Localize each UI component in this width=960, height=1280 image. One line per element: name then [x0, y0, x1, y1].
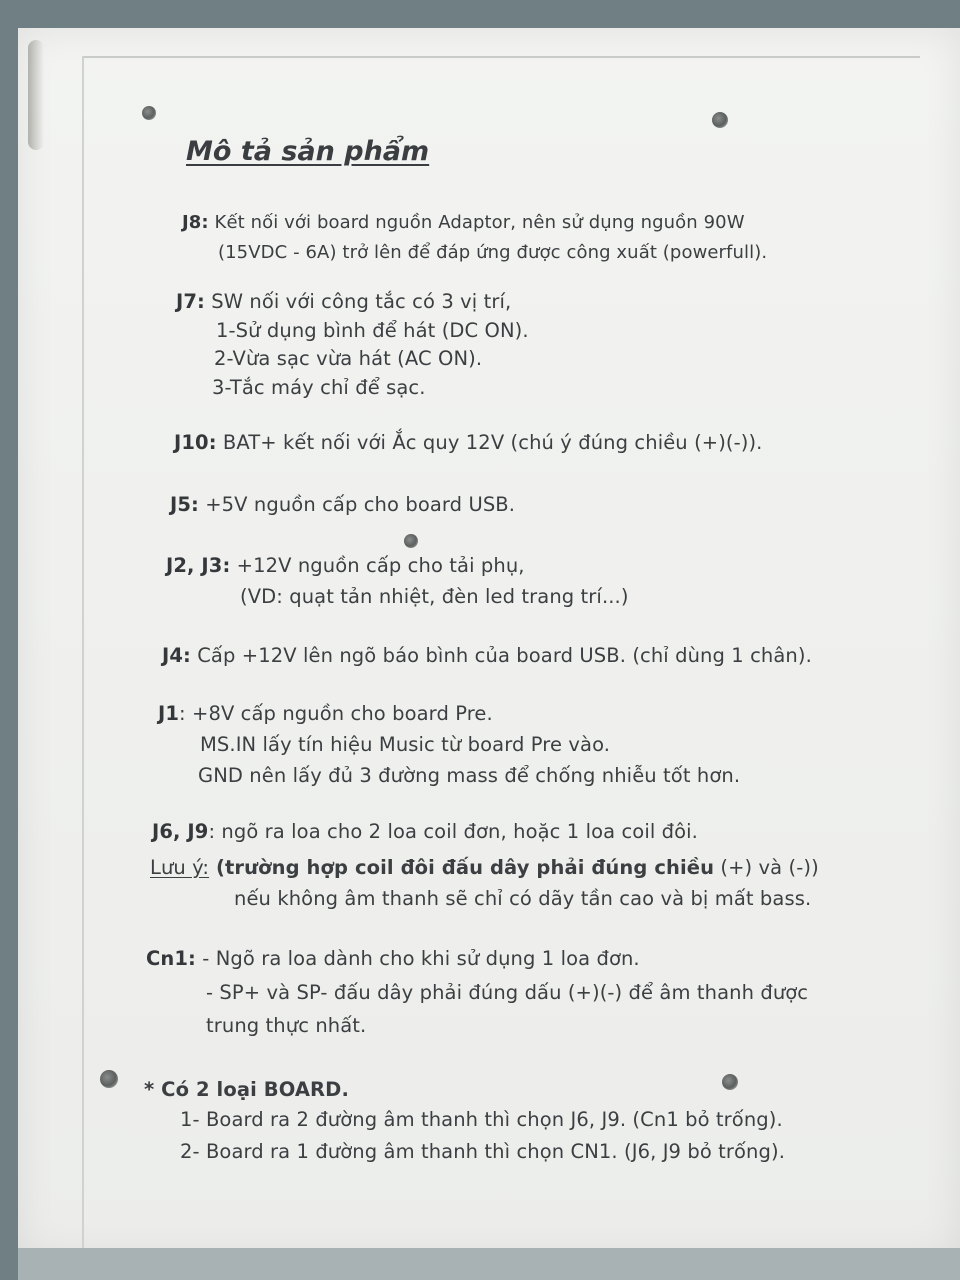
j4-text-1: Cấp +12V lên ngõ báo bình của board USB. (chỉ dùng 1 chân).	[190, 644, 812, 667]
cn1-line-3	[206, 1014, 366, 1037]
j8-text-1: Kết nối với board nguồn Adaptor, nên sử dụng nguồn 90W	[208, 212, 745, 233]
j2j3-label: J2, J3:	[166, 554, 231, 577]
j6j9-text-1: : ngõ ra loa cho 2 loa coil đơn, hoặc 1 loa coil đôi.	[208, 820, 698, 843]
cn1-line-1	[146, 947, 640, 970]
j5-text-1: +5V nguồn cấp cho board USB.	[198, 493, 516, 516]
cn1-text-2: - SP+ và SP- đấu dây phải đúng dấu (+)(-) để âm thanh được	[206, 981, 809, 1004]
j7-line-1	[176, 290, 511, 313]
note-bold-text: trường hợp coil đôi đấu dây phải đúng chiều	[224, 856, 715, 879]
j2j3-text-2: (VD: quạt tản nhiệt, đèn led trang trí...)	[240, 585, 629, 608]
note-label: Lưu ý:	[150, 856, 210, 879]
j1-line-2	[200, 733, 610, 756]
j7-text-1: SW nối với công tắc có 3 vị trí,	[204, 290, 512, 313]
cn1-label: Cn1:	[146, 947, 196, 970]
cn1-line-2	[206, 981, 808, 1004]
j1-line-3	[198, 764, 740, 787]
j4-label: J4:	[162, 644, 191, 667]
j6j9-note-line	[150, 856, 819, 879]
j7-line-2	[216, 319, 529, 342]
j6j9-text-3: nếu không âm thanh sẽ chỉ có dãy tần cao và bị mất bass.	[234, 887, 812, 910]
boards-line-2	[180, 1140, 785, 1163]
j8-line-2	[218, 242, 767, 263]
j8-label: J8:	[182, 212, 209, 233]
cn1-text-1: - Ngõ ra loa dành cho khi sử dụng 1 loa đơn.	[195, 947, 640, 970]
j1-label: J1	[158, 702, 180, 725]
j7-line-4	[212, 376, 426, 399]
j7-line-3	[214, 347, 482, 370]
j10-line-1	[174, 431, 762, 454]
j6j9-line-1	[152, 820, 698, 843]
j1-text-2: MS.IN lấy tín hiệu Music từ board Pre vào.	[200, 733, 611, 756]
j5-line-1	[170, 493, 515, 516]
j2j3-line-1	[166, 554, 525, 577]
j6j9-label: J6, J9	[152, 820, 209, 843]
j1-text-3: GND nên lấy đủ 3 đường mass để chống nhiễu tốt hơn.	[198, 764, 741, 787]
boards-text-2: 2- Board ra 1 đường âm thanh thì chọn CN1. (J6, J9 bỏ trống).	[180, 1140, 785, 1163]
j8-text-2: (15VDC - 6A) trở lên để đáp ứng được công xuất (powerfull).	[218, 242, 768, 263]
cn1-text-3: trung thực nhất.	[206, 1014, 367, 1037]
note-open: (	[209, 856, 225, 879]
note-tail: (+) và (-))	[714, 856, 819, 879]
j7-label: J7:	[176, 290, 205, 313]
j7-text-4: 3-Tắc máy chỉ để sạc.	[212, 376, 426, 399]
j6j9-line-3	[234, 887, 811, 910]
boards-heading: * Có 2 loại BOARD.	[144, 1078, 349, 1101]
j2j3-text-1: +12V nguồn cấp cho tải phụ,	[230, 554, 525, 577]
j5-label: J5:	[170, 493, 199, 516]
j1-line-1	[158, 702, 493, 725]
j7-text-2: 1-Sử dụng bình để hát (DC ON).	[216, 319, 529, 342]
boards-line-1	[180, 1108, 783, 1131]
j8-line-1	[182, 212, 745, 233]
j7-text-3: 2-Vừa sạc vừa hát (AC ON).	[214, 347, 483, 370]
boards-text-1: 1- Board ra 2 đường âm thanh thì chọn J6, J9. (Cn1 bỏ trống).	[180, 1108, 783, 1131]
j1-text-1: : +8V cấp nguồn cho board Pre.	[179, 702, 493, 725]
j10-text-1: BAT+ kết nối với Ắc quy 12V (chú ý đúng chiều (+)(-)).	[216, 431, 763, 454]
j2j3-line-2	[240, 585, 629, 608]
j10-label: J10:	[174, 431, 217, 454]
j4-line-1	[162, 644, 812, 667]
page-title: Mô tả sản phẩm	[186, 136, 430, 167]
